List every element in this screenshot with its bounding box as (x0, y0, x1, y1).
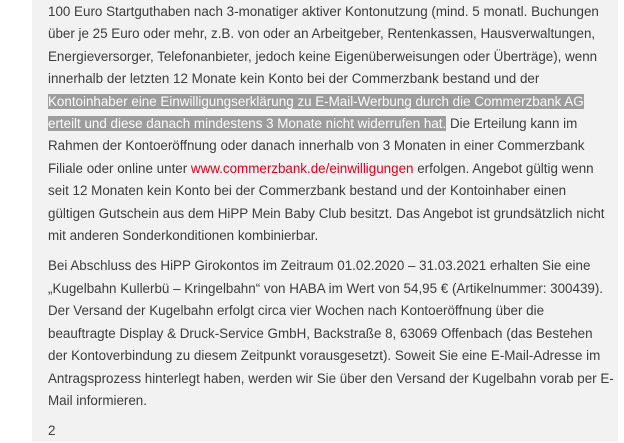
footnote-1-lead-text: 100 Euro Startguthaben nach 3-monatiger aktiver Kontonutzung (mind. 5 monatl. Buchungen über je 25 Euro oder mehr, z.B. von oder an Arbeitgeber, Rentenkassen, Hausverwaltungen, Energieversorger, Telefonanbieter, jedoch keine Eigenüberweisungen oder Überträge), wenn innerhalb der letzten 12 Monate kein Konto bei der Commerzbank bestand und der (48, 4, 599, 87)
footnote-2-paragraph: Bei Abschluss des HiPP Girokontos im Zeitraum 01.02.2020 – 31.03.2021 erhalten Sie eine „Kugelbahn Kullerbü – Kringelbahn“ von HABA im Wert von 54,95 € (Artikelnummer: 300439). Der Versand der Kugelbahn erfolgt circa vier Wochen nach Kontoeröffnung über die beauftragte Display & Druck-Service GmbH, Backstraße 8, 63069 Offenbach (das Bestehen der Kontoverbindung zu diesem Zeitpunkt vorausgesetzt). Soweit Sie eine E-Mail-Adresse im Antragsprozess hinterlegt haben, werden wir Sie über den Versand der Kugelbahn vorab per E-Mail informieren. (48, 258, 614, 408)
einwilligungen-link[interactable]: www.commerzbank.de/einwilligungen (190, 160, 414, 176)
footnote-1-tail-text: erfolgen. Angebot gültig wenn seit 12 Monaten kein Konto bei der Commerzbank bestand und der Kontoinhaber einen gültigen Gutschein aus dem HiPP Mein Baby Club besitzt. Das Angebot ist grundsätzlich nicht mit anderen Sonderkonditionen kombinierbar. (48, 160, 605, 244)
footnote-number: 2 (48, 423, 56, 439)
selected-text-highlight[interactable]: Kontoinhaber eine Einwilligungserklärung zu E-Mail-Werbung durch die Commerzbank AG erteilt und diese danach mindestens 3 Monate nicht widerrufen hat. (48, 93, 584, 132)
footnote-1-paragraph (48, 1, 614, 247)
footnotes-content (48, 1, 614, 443)
footnote-1-middle-text: Die Erteilung kann im Rahmen der Kontoeröffnung oder danach innerhalb von 3 Monaten in einer Commerzbank Filiale oder online unter (48, 116, 585, 176)
footnotes-panel (32, 0, 618, 442)
